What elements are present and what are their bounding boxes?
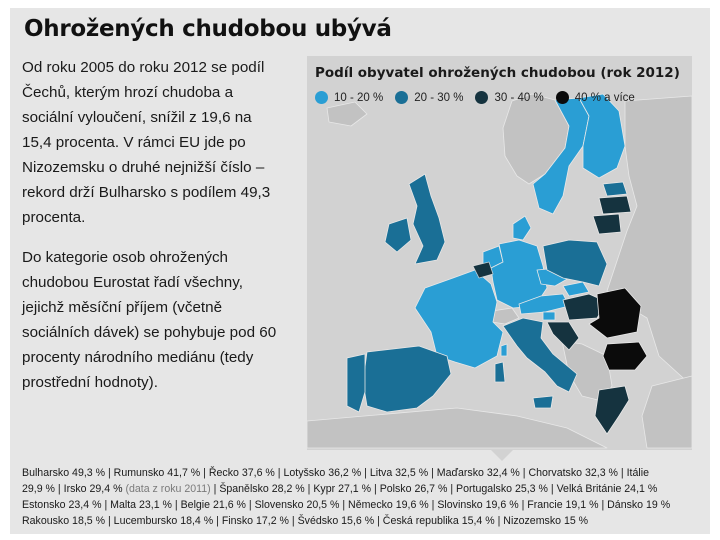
- map-legend: [315, 91, 635, 104]
- legend-item-20-30: [395, 91, 463, 104]
- corsica: [501, 344, 507, 356]
- map-pointer: [490, 449, 514, 461]
- stats-line: Estonsko 23,4 % | Malta 23,1 % | Belgie 21,6 % | Slovensko 20,5 % | Německo 19,6 % | Slovinsko 19,6 % | Francie 19,1 % | Dánsko 19 %: [22, 499, 671, 511]
- stats-line: [22, 481, 704, 497]
- legend-item-30-40: [475, 91, 543, 104]
- latvia: [599, 196, 631, 214]
- europe-poverty-map: [307, 56, 692, 450]
- bulgaria: [603, 342, 647, 370]
- page-title: Ohrožených chudobou ubývá: [24, 16, 392, 42]
- ireland: [385, 218, 411, 252]
- stats-line: Rakousko 18,5 % | Lucembursko 18,4 % | Finsko 17,2 % | Švédsko 15,6 % | Česká republika 15,4 % | Nizozemsko 15 %: [22, 515, 589, 527]
- greece: [595, 386, 629, 434]
- slovakia: [563, 282, 589, 296]
- intro-paragraph: Od roku 2005 do roku 2012 se podíl Čechů, kterým hrozí chudoba a sociální vyloučení, snížil z 19,6 na 15,4 procenta. V rámci EU jde po Nizozemsku o druhé nejnižší číslo – rekord drží Bulharsko s podílem 49,3 procenta.: [22, 59, 271, 226]
- data-note: (data z roku 2011): [125, 483, 211, 495]
- portugal: [347, 354, 365, 412]
- map-legend-title: Podíl obyvatel ohrožených chudobou (rok 2012): [315, 65, 680, 81]
- sardinia: [495, 362, 505, 382]
- legend-item-10-20: [315, 91, 383, 104]
- legend-label: 10 - 20 %: [334, 91, 384, 104]
- stats-line: Bulharsko 49,3 % | Rumunsko 41,7 % | Řecko 37,6 % | Lotyšsko 36,2 % | Litva 32,5 % | Maďarsko 32,4 % | Chorvatsko 32,3 % | Itálie: [22, 467, 649, 479]
- legend-swatch: [315, 91, 328, 104]
- infographic-panel: [10, 8, 710, 534]
- legend-label: 40 % a více: [574, 91, 635, 104]
- country-stats: [22, 465, 704, 529]
- legend-label: 20 - 30 %: [414, 91, 464, 104]
- slovenia: [543, 312, 555, 320]
- united-kingdom: [409, 174, 445, 264]
- stats-segment: | Španělsko 28,2 % | Kypr 27,1 % | Polsko 26,7 % | Portugalsko 25,3 % | Velká Británie 24,1 %: [213, 483, 658, 495]
- legend-swatch: [556, 91, 569, 104]
- estonia: [603, 182, 627, 196]
- legend-swatch: [475, 91, 488, 104]
- denmark: [513, 216, 531, 240]
- lithuania: [593, 214, 621, 234]
- stats-segment: 29,9 % | Irsko 29,4 %: [22, 483, 123, 495]
- turkey: [642, 376, 692, 448]
- sicily: [533, 396, 553, 408]
- north-africa: [307, 408, 607, 448]
- iceland: [327, 102, 367, 126]
- legend-swatch: [395, 91, 408, 104]
- finland: [579, 94, 625, 178]
- legend-label: 30 - 40 %: [494, 91, 544, 104]
- map-svg: [307, 56, 692, 450]
- definition-paragraph: Do kategorie osob ohrožených chudobou Eurostat řadí všechny, jejichž měsíční příjem (včetně sociálních dávek) se pohybuje pod 60 procenty národního mediánu (tedy prostřední hodnoty).: [22, 249, 277, 391]
- legend-item-40-plus: [556, 91, 635, 104]
- spain: [363, 346, 451, 412]
